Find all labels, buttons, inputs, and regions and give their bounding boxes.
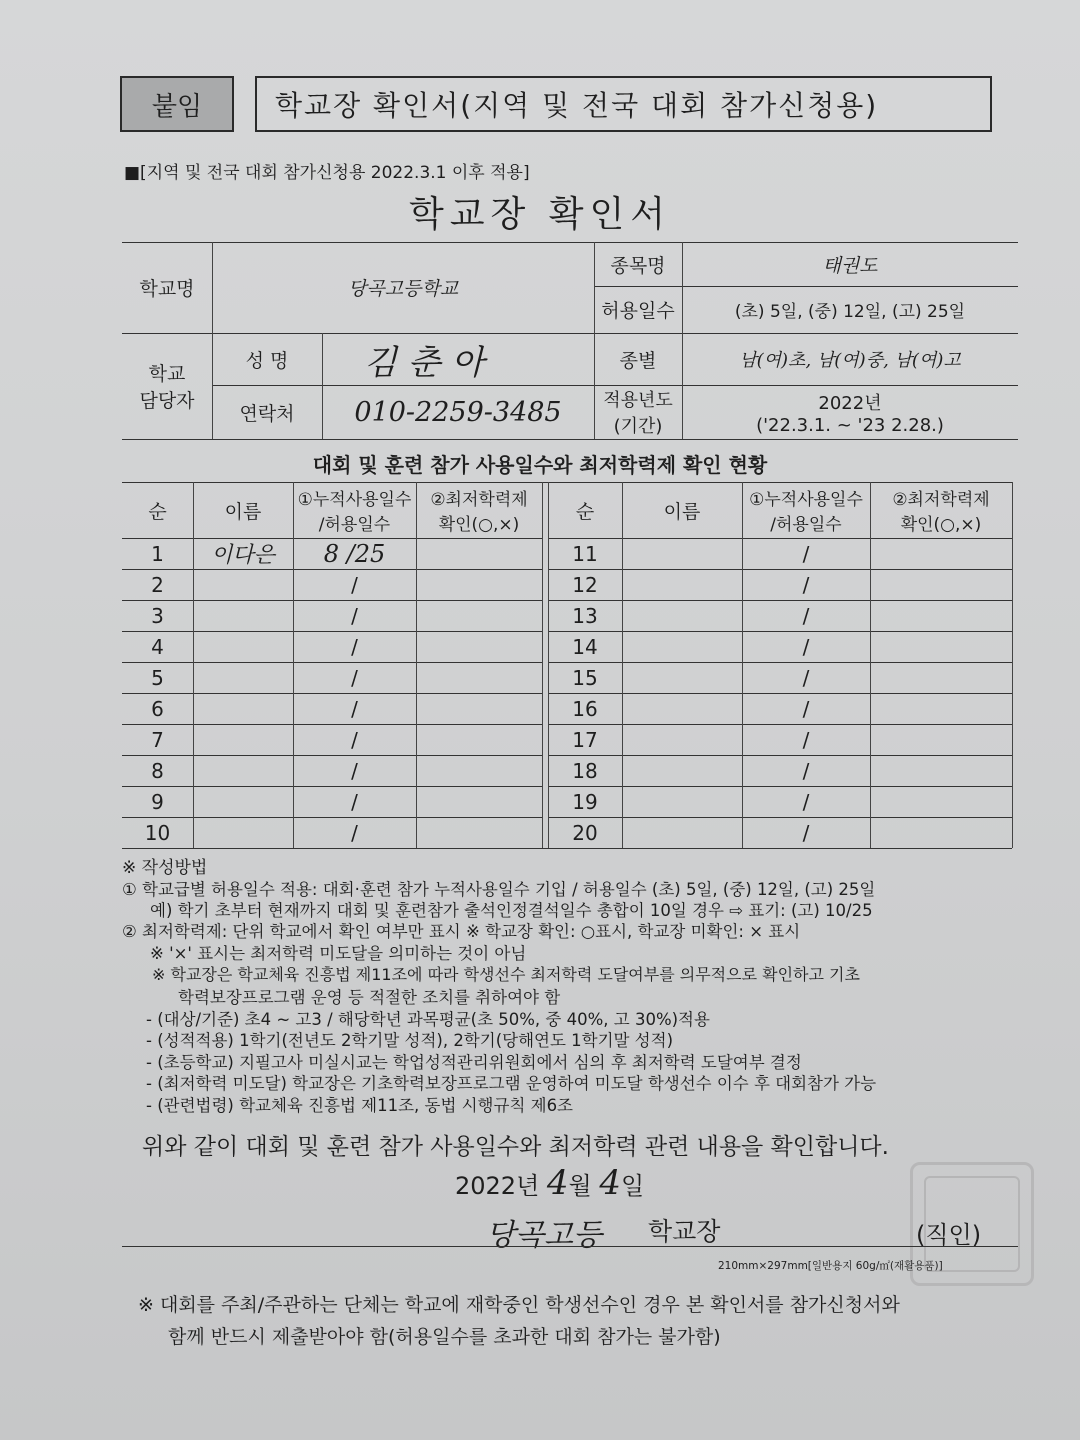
row-name	[193, 817, 293, 848]
row-name: 이다은	[211, 543, 275, 568]
row-days: /	[802, 603, 810, 628]
row-days: /	[802, 758, 810, 783]
row-days: /	[351, 789, 358, 814]
header-title: 학교장 확인서(지역 및 전국 대회 참가신청용)	[255, 76, 992, 132]
row-check	[870, 631, 1012, 662]
method-line: - (최저학력 미도달) 학교장은 기초학력보장프로그램 운영하여 미도달 학생선수 이수 후 대회참가 가능	[146, 1074, 877, 1093]
signature-title: 학교장	[648, 1217, 721, 1246]
table-rule	[122, 848, 1012, 849]
header-check	[416, 482, 542, 538]
method-line: - (성적적용) 1학기(전년도 2학기말 성적), 2학기(당해연도 1학기말 성적)	[146, 1031, 674, 1050]
header-name: 이름	[224, 500, 262, 523]
method-heading: ※ 작성방법	[122, 858, 208, 878]
row-name	[622, 817, 742, 848]
row-check	[416, 538, 542, 569]
header-check	[870, 482, 1012, 538]
row-check	[870, 538, 1012, 569]
row-name	[622, 538, 742, 569]
row-number: 12	[572, 572, 598, 597]
row-number: 4	[151, 634, 164, 659]
method-line: ① 학교급별 허용일수 적용: 대회·훈련 참가 누적사용일수 기입 / 허용일수 (초) 5일, (중) 12일, (고) 25일	[122, 880, 876, 899]
date-year: 2022년	[455, 1172, 540, 1200]
row-check	[416, 786, 542, 817]
date-day-handwritten: 4	[599, 1163, 622, 1203]
row-number: 15	[572, 665, 598, 690]
school-name-value: 당곡고등학교	[347, 278, 459, 300]
row-check	[416, 693, 542, 724]
method-line: ② 최저학력제: 단위 학교에서 확인 여부만 표시 ※ 학교장 확인: ○표시, 학교장 미확인: × 표시	[122, 922, 801, 941]
row-number: 13	[572, 603, 598, 628]
row-number: 10	[144, 820, 171, 845]
row-check	[416, 662, 542, 693]
gender-value: 남(여)초, 남(여)중, 남(여)고	[739, 350, 961, 371]
row-name	[622, 786, 742, 817]
header-no: 순	[575, 500, 595, 523]
row-number: 19	[572, 789, 598, 814]
year-value-period: ('22.3.1. ~ '23 2.28.)	[756, 414, 944, 436]
date-day-unit: 일	[621, 1172, 645, 1200]
row-number: 14	[572, 634, 598, 659]
year-value-year: 2022년	[818, 392, 882, 414]
header-check-text: ②최저학력제	[892, 490, 990, 510]
method-line: - (대상/기준) 초4 ~ 고3 / 해당학년 과목평균(초 50%, 중 40%, 고 30%)적용	[146, 1010, 710, 1029]
row-check	[416, 755, 542, 786]
row-number: 9	[151, 789, 164, 814]
date-month-unit: 월	[568, 1172, 592, 1200]
row-name	[193, 693, 293, 724]
year-value	[682, 385, 1018, 439]
header-days-text: /허용일수	[318, 515, 391, 535]
method-line: - (초등학교) 지필고사 미실시교는 학업성적관리위원회에서 심의 후 최저학력 도달여부 결정	[146, 1053, 802, 1072]
issue-date	[455, 1163, 644, 1203]
header-days-text: /허용일수	[770, 515, 842, 535]
row-check	[870, 817, 1012, 848]
table-rule	[542, 482, 543, 848]
row-check	[870, 693, 1012, 724]
signature-school-handwritten: 당곡고등	[486, 1218, 602, 1253]
row-number: 7	[151, 727, 164, 752]
row-number: 16	[572, 696, 598, 721]
row-check	[870, 600, 1012, 631]
row-name	[622, 631, 742, 662]
allowed-days-label: 허용일수	[601, 300, 675, 322]
row-check	[870, 755, 1012, 786]
row-days: /	[802, 696, 810, 721]
row-days: /	[351, 727, 358, 752]
row-days: /	[802, 634, 810, 659]
row-days: /	[351, 696, 358, 721]
row-days: 8 /25	[323, 539, 386, 568]
method-line: ※ '×' 표시는 최저학력 미도달을 의미하는 것이 아님	[150, 944, 527, 963]
table-rule	[1012, 482, 1013, 848]
gender-label: 종별	[619, 349, 657, 372]
header-check-text: ②최저학력제	[430, 490, 528, 510]
contact-person-label-line1: 학교	[148, 363, 186, 385]
header-days-text: ①누적사용일수	[297, 490, 412, 510]
header-check-text: 확인(○,×)	[438, 515, 520, 535]
header-days-text: ①누적사용일수	[749, 490, 863, 510]
row-days: /	[802, 820, 810, 845]
row-number: 17	[572, 727, 598, 752]
row-name	[622, 662, 742, 693]
year-label	[594, 385, 682, 439]
row-number: 3	[151, 603, 164, 628]
row-number: 2	[151, 572, 164, 597]
row-check	[870, 786, 1012, 817]
row-check	[416, 600, 542, 631]
row-days: /	[802, 541, 810, 566]
table-title: 대회 및 훈련 참가 사용일수와 최저학력제 확인 현황	[312, 453, 768, 477]
row-check	[870, 662, 1012, 693]
row-days: /	[802, 789, 810, 814]
bottom-note-line1: ※ 대회를 주최/주관하는 단체는 학교에 재학중인 학생선수인 경우 본 확인서를 참가신청서와	[138, 1294, 900, 1316]
row-name	[622, 600, 742, 631]
row-days: /	[802, 665, 810, 690]
row-check	[416, 569, 542, 600]
bottom-note-line2: 함께 반드시 제출받아야 함(허용일수를 초과한 대회 참가는 불가함)	[168, 1326, 721, 1348]
header-check-text: 확인(○,×)	[900, 515, 982, 535]
row-name	[622, 724, 742, 755]
seal-label: (직인)	[916, 1221, 982, 1249]
row-name	[193, 631, 293, 662]
row-check	[416, 631, 542, 662]
allowed-days-value: (초) 5일, (중) 12일, (고) 25일	[734, 302, 966, 322]
contact-person-label-line2: 담당자	[139, 390, 195, 412]
header-days	[293, 482, 416, 538]
attachment-label: 붙임	[120, 76, 234, 132]
row-number: 1	[151, 541, 164, 566]
row-number: 6	[151, 696, 164, 721]
row-days: /	[351, 820, 358, 845]
row-name	[622, 755, 742, 786]
row-name	[193, 600, 293, 631]
header-no: 순	[148, 500, 167, 523]
row-name	[193, 786, 293, 817]
row-number: 11	[572, 541, 598, 566]
sport-label: 종목명	[610, 254, 666, 277]
contact-phone-handwritten: 010-2259-3485	[354, 396, 562, 428]
row-check	[870, 724, 1012, 755]
header-name: 이름	[663, 500, 701, 523]
row-days: /	[802, 727, 810, 752]
row-name	[193, 569, 293, 600]
row-name	[622, 569, 742, 600]
sport-value: 태권도	[822, 254, 878, 277]
year-label-line2: (기간)	[613, 416, 663, 437]
row-name	[193, 724, 293, 755]
row-days: /	[351, 634, 358, 659]
row-number: 18	[572, 758, 598, 783]
row-check	[416, 817, 542, 848]
confirmation-text: 위와 같이 대회 및 훈련 참가 사용일수와 최저학력 관련 내용을 확인합니다.	[142, 1134, 889, 1160]
applicability-note: ■[지역 및 전국 대회 참가신청용 2022.3.1 이후 적용]	[124, 163, 530, 183]
row-days: /	[351, 572, 358, 597]
row-number: 20	[572, 820, 598, 845]
method-line: 학력보장프로그램 운영 등 적절한 조치를 취하여야 함	[178, 988, 561, 1007]
row-days: /	[351, 603, 358, 628]
row-days: /	[351, 758, 358, 783]
phone-label: 연락처	[239, 402, 295, 425]
method-line: ※ 학교장은 학교체육 진흥법 제11조에 따라 학생선수 최저학력 도달여부를 의무적으로 확인하고 기초	[152, 965, 860, 984]
row-check	[870, 569, 1012, 600]
header-days	[742, 482, 870, 538]
method-line: - (관련법령) 학교체육 진흥법 제11조, 동법 시행규칙 제6조	[146, 1096, 573, 1115]
row-name	[622, 693, 742, 724]
name-label: 성 명	[245, 349, 289, 372]
row-number: 5	[151, 665, 164, 690]
row-days: /	[802, 572, 810, 597]
row-days: /	[351, 665, 358, 690]
row-name	[193, 755, 293, 786]
row-check	[416, 724, 542, 755]
date-month-handwritten: 4	[546, 1163, 569, 1203]
row-number: 8	[151, 758, 164, 783]
contact-name-handwritten: 김 춘 아	[364, 342, 485, 383]
row-name	[193, 662, 293, 693]
main-title: 학교장 확인서	[408, 194, 672, 235]
contact-person-label	[122, 333, 212, 439]
year-label-line1: 적용년도	[603, 390, 673, 411]
method-line: 예) 학기 초부터 현재까지 대회 및 훈련참가 출석인정결석일수 총합이 10일 경우 ⇨ 표기: (고) 10/25	[150, 901, 873, 920]
paper-size-note: 210mm×297mm[일반용지 60g/㎡(재활용품)]	[718, 1260, 943, 1272]
school-name-label: 학교명	[139, 278, 195, 300]
